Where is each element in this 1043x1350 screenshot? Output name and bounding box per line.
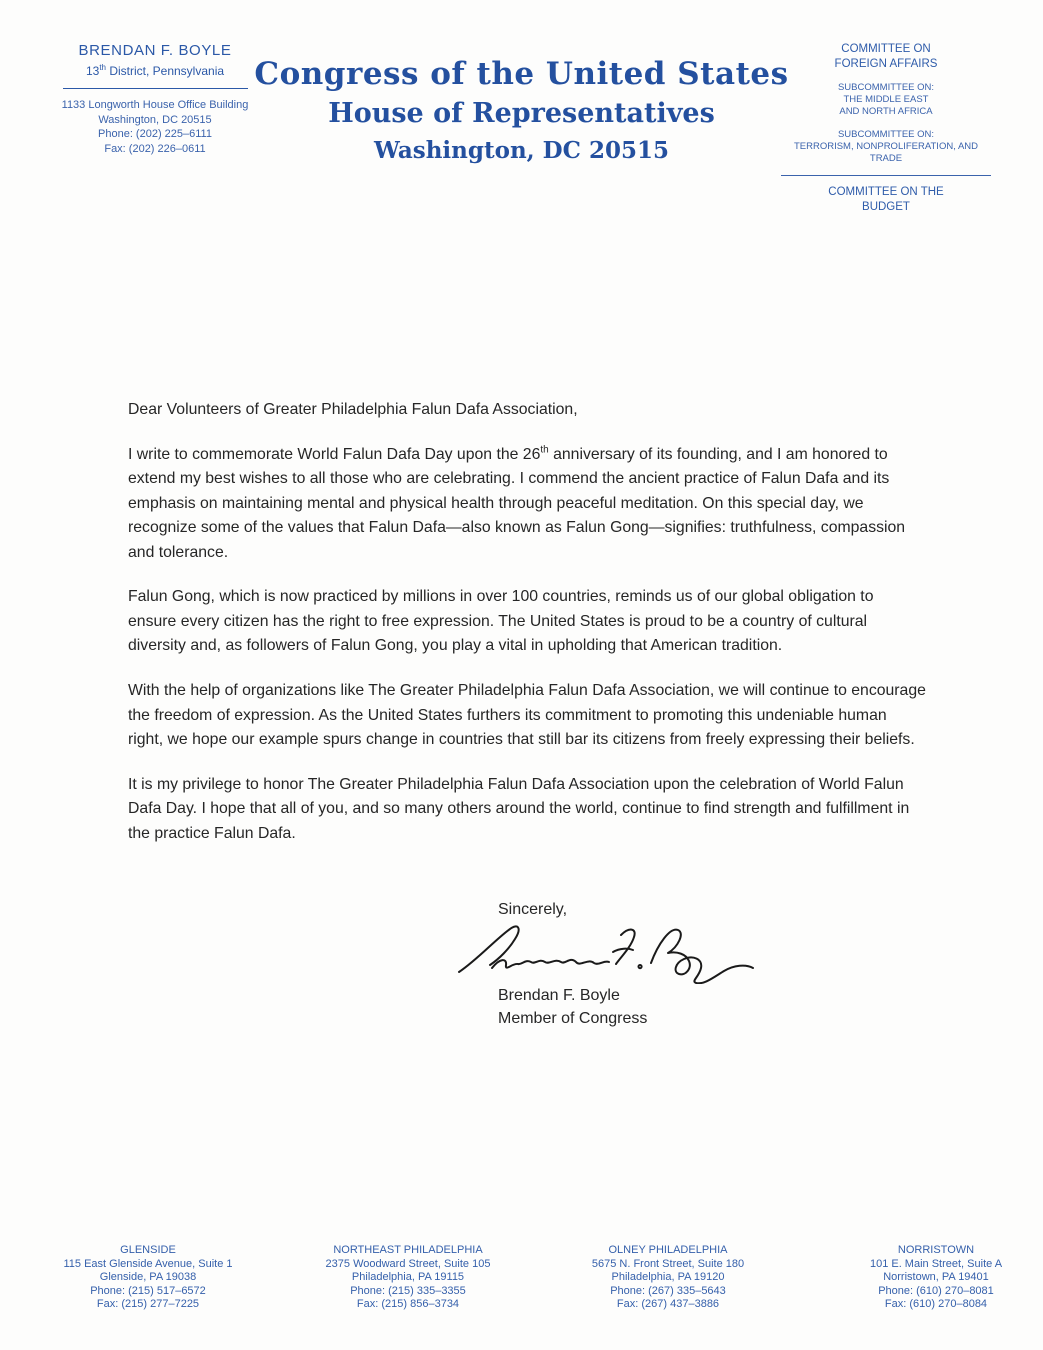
- committee-foreign-affairs: [758, 42, 1014, 71]
- committee-line: FOREIGN AFFAIRS: [834, 57, 938, 70]
- ordinal-superscript: th: [540, 444, 549, 456]
- fax-line: Fax: (202) 226–0611: [104, 142, 206, 155]
- subcommittee-line: SUBCOMMITTEE ON:: [837, 129, 935, 140]
- paragraph-3: With the help of organizations like The Greater Philadelphia Falun Dafa Association, we will continue to encourage the freedom of expression. As the United States furthers its commitment to promoting this undeniable human right, we hope our example spurs change in countries that still bar its citizens from freely expressing their beliefs.: [128, 682, 926, 748]
- paragraph-1: [128, 443, 926, 565]
- office-block-olney-philadelphia: [543, 1244, 793, 1312]
- district-offices-footer: [0, 1244, 1043, 1324]
- office-phone-line: Phone: (610) 270–8081: [878, 1284, 994, 1297]
- office-name: NORTHEAST PHILADELPHIA: [333, 1244, 483, 1256]
- office-name: NORRISTOWN: [897, 1244, 975, 1256]
- office-fax-line: Fax: (215) 856–3734: [356, 1298, 460, 1310]
- district-number: 13: [85, 64, 100, 78]
- office-block-norristown: [811, 1244, 1043, 1312]
- closing: Sincerely,: [498, 901, 568, 918]
- office-name: OLNEY PHILADELPHIA: [608, 1244, 728, 1256]
- office-fax-line: Fax: (267) 437–3886: [616, 1298, 720, 1310]
- office-address-line: Glenside, PA 19038: [99, 1271, 197, 1283]
- paragraph-1-text: I write to commemorate World Falun Dafa Day upon the 26: [128, 445, 541, 463]
- office-address-line: Philadelphia, PA 19120: [611, 1271, 725, 1283]
- office-block-northeast-philadelphia: [283, 1244, 533, 1312]
- office-block-glenside: [23, 1244, 273, 1312]
- paragraph-2: Falun Gong, which is now practiced by millions in over 100 countries, reminds us of our global obligation to ensure every citizen has the right to free expression. The United States is proud to be a country of cultural diversity and, as followers of Falun Gong, you play a vital in upholding that American tradition.: [128, 588, 874, 655]
- office-address-line: 101 E. Main Street, Suite A: [869, 1257, 1003, 1270]
- address-line: Washington, DC 20515: [98, 113, 212, 126]
- subcommittee-line: SUBCOMMITTEE ON:: [837, 82, 935, 93]
- district-state: District, Pennsylvania: [105, 64, 225, 78]
- office-name: GLENSIDE: [120, 1244, 176, 1256]
- subcommittee-terrorism: [758, 129, 1014, 165]
- subcommittee-middle-east: [758, 82, 1014, 118]
- subcommittee-line: TERRORISM, NONPROLIFERATION, AND: [793, 141, 979, 152]
- office-phone-line: Phone: (267) 335–5643: [610, 1284, 726, 1297]
- office-fax-line: Fax: (215) 277–7225: [96, 1298, 200, 1310]
- committee-line: COMMITTEE ON THE: [828, 186, 944, 198]
- office-address-line: 115 East Glenside Avenue, Suite 1: [63, 1257, 233, 1270]
- office-address-line: 2375 Woodward Street, Suite 105: [325, 1257, 491, 1270]
- phone-line: Phone: (202) 225–6111: [98, 128, 212, 140]
- letter-body: [128, 398, 926, 867]
- paragraph-4: It is my privilege to honor The Greater Philadelphia Falun Dafa Association upon the celebration of World Falun Dafa Day. I hope that all of you, and so many others around the world, continue to find strength and fulfillment in the practice Falun Dafa.: [128, 775, 910, 842]
- district-ordinal-suffix: th: [99, 63, 106, 72]
- committee-budget: [758, 185, 1014, 214]
- committees-divider-rule: [781, 175, 991, 176]
- committees-block: [758, 42, 1014, 214]
- masthead-line-washington: Washington, DC 20515: [374, 137, 669, 164]
- office-phone-line: Phone: (215) 335–3355: [350, 1284, 466, 1297]
- signer-title: Member of Congress: [498, 1010, 648, 1027]
- office-address-line: 5675 N. Front Street, Suite 180: [591, 1257, 745, 1270]
- subcommittee-line: THE MIDDLE EAST: [843, 94, 929, 105]
- office-address-line: Norristown, PA 19401: [883, 1271, 989, 1283]
- masthead-line-house: House of Representatives: [328, 98, 715, 129]
- committee-line: COMMITTEE ON: [841, 43, 931, 55]
- committee-line: BUDGET: [862, 200, 910, 213]
- salutation: Dear Volunteers of Greater Philadelphia Falun Dafa Association,: [128, 401, 578, 418]
- signer-name: Brendan F. Boyle: [498, 987, 620, 1004]
- office-fax-line: Fax: (610) 270–8084: [884, 1298, 988, 1310]
- subcommittee-line: AND NORTH AFRICA: [839, 106, 933, 117]
- masthead-line-congress: Congress of the United States: [254, 56, 789, 92]
- member-name: BRENDAN F. BOYLE: [78, 42, 232, 59]
- office-address-line: Philadelphia, PA 19115: [351, 1271, 465, 1283]
- signature-block: [455, 901, 785, 1028]
- paragraph-1-text: anniversary of its founding, and I am honored to extend my best wishes to all those who are celebrating. I commend the ancient practice of Falun Dafa and its emphasis on maintaining mental and physical health through peaceful meditation. On this special day, we recognize some of the values that Falun Dafa—also known as Falun Gong—signifies: truthfulness, compassion and tolerance.: [128, 445, 906, 561]
- handwritten-signature: [455, 922, 755, 984]
- office-phone-line: Phone: (215) 517–6572: [90, 1284, 206, 1297]
- subcommittee-line: TRADE: [869, 153, 903, 164]
- address-line: 1133 Longworth House Office Building: [61, 99, 249, 111]
